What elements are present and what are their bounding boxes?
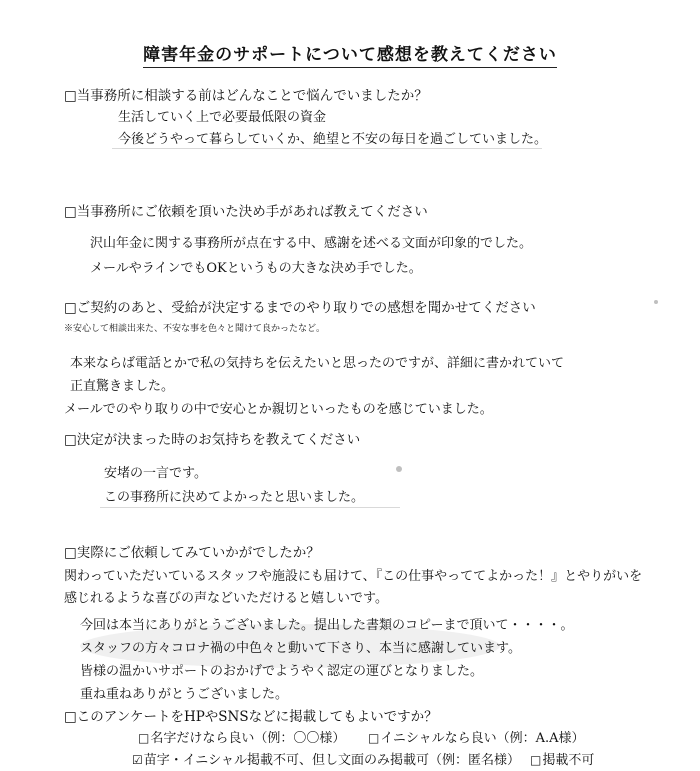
question-3-note: ※安心して相談出来た、不安な事を色々と聞けて良かったなど。 (64, 324, 326, 334)
survey-title-text: 障害年金のサポートについて感想を教えてください (143, 45, 557, 68)
answer-5-line-2: スタッフの方々コロナ禍の中色々と動いて下さり、本当に感謝しています。 (80, 641, 521, 656)
answer-1-line-1: 生活していく上で必要最低限の資金 (118, 110, 327, 125)
checkbox-unchecked-icon[interactable]: □ (530, 753, 542, 767)
checkbox-unchecked-icon[interactable]: □ (138, 731, 150, 745)
answer-5-line-3: 皆様の温かいサポートのおかげでようやく認定の運びとなりました。 (80, 664, 484, 679)
option-label: 掲載不可 (542, 753, 595, 768)
answer-1-line-2: 今後どうやって暮らしていくか、絶望と不安の毎日を過ごしていました。 (118, 132, 548, 147)
answer-2-line-1: 沢山年金に関する事務所が点在する中、感謝を述べる文面が印象的でした。 (90, 236, 533, 251)
option-label: 名字だけなら良い（例：〇〇様） (150, 731, 346, 746)
question-4: □決定が決まった時のお気持ちを教えてください (64, 432, 361, 448)
answer-rule (112, 148, 542, 149)
answer-rule (100, 507, 400, 508)
question-5-intro-line-1: 関わっていただいているスタッフや施設にも届けて、『この仕事やっててよかった！』とやりがいを (64, 569, 643, 584)
question-2: □当事務所にご依頼を頂いた決め手があれば教えてください (64, 204, 428, 220)
option-surname-only[interactable] (138, 727, 345, 746)
question-1: □当事務所に相談する前はどんなことで悩んでいましたか？ (64, 88, 428, 104)
answer-4-line-1: 安堵の一言です。 (104, 466, 207, 481)
answer-3-line-3: メールでのやり取りの中で安心とか親切といったものを感じていました。 (64, 402, 493, 417)
answer-3-line-2: 正直驚きました。 (70, 379, 175, 394)
answer-5-line-1: 今回は本当にありがとうございました。提出した書類のコピーまで頂いて・・・・。 (80, 618, 574, 633)
option-text-only[interactable] (132, 749, 520, 768)
scan-speck (654, 300, 658, 304)
question-5: □実際にご依頼してみていかがでしたか？ (64, 545, 320, 561)
checkbox-checked-icon[interactable]: ☑ (132, 753, 143, 767)
scan-smudge (80, 624, 500, 668)
answer-4-line-2: この事務所に決めてよかったと思いました。 (104, 490, 365, 505)
answer-3-line-1: 本来ならば電話とかで私の気持ちを伝えたいと思ったのですが、詳細に書かれていて (70, 356, 565, 371)
answer-2-line-2: メールやラインでもOKというもの大きな決め手でした。 (90, 261, 422, 276)
scan-speck (396, 466, 402, 472)
question-5-intro-line-2: 感じれるような喜びの声などいただけると嬉しいです。 (64, 591, 388, 606)
question-6: □このアンケートをHPやSNSなどに掲載してもよいですか？ (64, 709, 438, 725)
option-initials-only[interactable] (368, 727, 584, 746)
question-3: □ご契約のあと、受給が決定するまでのやり取りでの感想を聞かせてください (64, 300, 536, 316)
answer-5-line-4: 重ね重ねありがとうございました。 (80, 687, 289, 702)
option-label: 苗字・イニシャル掲載不可、但し文面のみ掲載可（例：匿名様） (143, 753, 520, 768)
option-no-publish[interactable] (530, 749, 594, 768)
checkbox-unchecked-icon[interactable]: □ (368, 731, 380, 745)
option-label: イニシャルなら良い（例：A.A様） (380, 731, 585, 746)
survey-title (0, 40, 700, 65)
